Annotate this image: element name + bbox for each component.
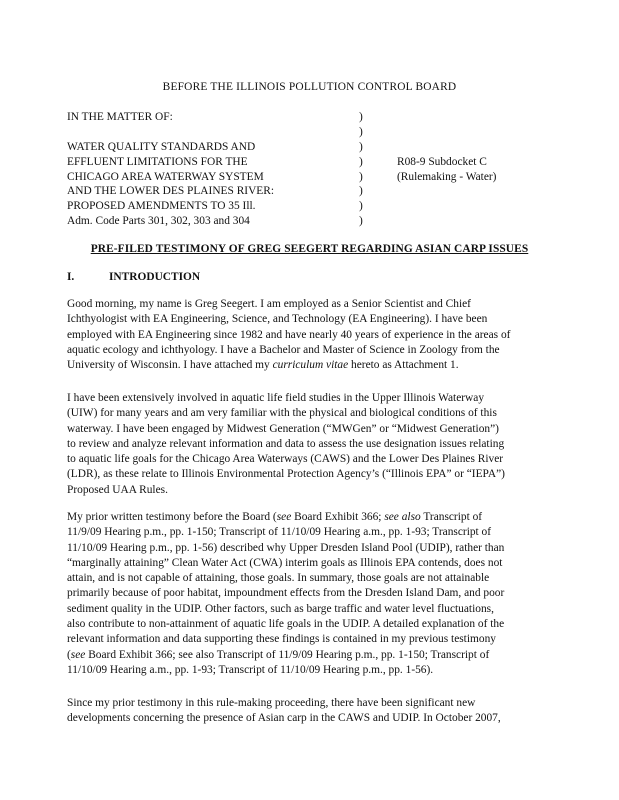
text-line: 11/10/09 Hearing a.m., pp. 1-93; Transcript of 11/10/09 Hearing p.m., pp. 1-56).	[67, 663, 434, 676]
text-line	[67, 648, 545, 663]
text-line: developments concerning the presence of Asian carp in the CAWS and UDIP. In October 2007,	[67, 712, 501, 725]
text-line: “marginally attaining” Clean Water Act (CWA) interim goals as Illinois EPA contends, does not	[67, 556, 503, 569]
caption-row	[67, 199, 547, 214]
text-fragment: My prior written testimony before the Board (	[67, 511, 277, 523]
text-line: primarily because of poor habitat, impoundment effects from the Dresden Island Dam, and poor	[67, 587, 505, 600]
text-line: Good morning, my name is Greg Seegert. I am employed as a Senior Scientist and Chief	[67, 298, 471, 310]
paragraph-new-developments	[67, 696, 545, 727]
text-line: Proposed UAA Rules.	[67, 483, 168, 496]
text-fragment: Transcript of	[420, 511, 483, 523]
caption-row	[67, 214, 547, 229]
text-line: I have been extensively involved in aquatic life field studies in the Upper Illinois Waterway	[67, 392, 485, 404]
caption-right-text: (Rulemaking - Water)	[397, 170, 497, 183]
caption-paren: )	[359, 140, 363, 153]
section-title: INTRODUCTION	[109, 271, 201, 283]
text-line: also contribute to non-attainment of aquatic life goals in the UDIP. A detailed explanation of the	[67, 618, 505, 631]
caption-paren: )	[359, 215, 363, 228]
text-line: (UIW) for many years and am very familiar with the physical and biological conditions of this	[67, 407, 497, 420]
caption-left-text: Adm. Code Parts 301, 302, 303 and 304	[67, 215, 250, 228]
caption-paren: )	[359, 125, 363, 138]
caption-paren: )	[359, 185, 363, 198]
text-line	[67, 510, 545, 525]
caption-row	[67, 125, 547, 140]
case-caption	[67, 110, 547, 229]
caption-left-text: IN THE MATTER OF:	[67, 111, 173, 123]
text-line: employed with EA Engineering since 1982 and have nearly 40 years of experience in the areas of	[67, 328, 511, 341]
text-line: to review and analyze relevant information and data to assess the use designation issues relating	[67, 437, 505, 450]
paragraph-prior-testimony	[67, 510, 545, 678]
section-heading	[67, 270, 200, 285]
text-fragment: (	[67, 648, 71, 661]
italic-text: see also	[384, 511, 421, 523]
text-line: aquatic ecology and ichthyology. I have a Bachelor and Master of Science in Zoology from the	[67, 343, 500, 356]
section-number: I.	[67, 271, 75, 283]
caption-left-text: PROPOSED AMENDMENTS TO 35 Ill.	[67, 200, 256, 213]
text-fragment: Board Exhibit 366; see also Transcript of 11/9/09 Hearing p.m., pp. 1-150; Transcript of	[85, 648, 490, 661]
caption-paren: )	[359, 200, 363, 213]
italic-text: see	[276, 511, 292, 523]
text-line: (LDR), as these relate to Illinois Environmental Protection Agency’s (“Illinois EPA” or “IEPA”)	[67, 468, 505, 481]
caption-row	[67, 155, 547, 170]
caption-left-text: CHICAGO AREA WATERWAY SYSTEM	[67, 170, 264, 183]
caption-paren: )	[359, 111, 363, 123]
text-line: to aquatic life goals for the Chicago Area Waterways (CAWS) and the Lower Des Plaines River	[67, 453, 504, 466]
caption-row	[67, 170, 547, 185]
text-fragment: hereto as Attachment 1.	[348, 359, 459, 372]
caption-row	[67, 184, 547, 199]
caption-row	[67, 110, 547, 125]
caption-left-text: WATER QUALITY STANDARDS AND	[67, 140, 256, 153]
text-fragment: Board Exhibit 366;	[291, 511, 385, 523]
testimony-title: PRE-FILED TESTIMONY OF GREG SEEGERT REGARDING ASIAN CARP ISSUES	[90, 243, 529, 255]
italic-text: curriculum vitae	[272, 359, 349, 372]
text-line: attain, and is not capable of attaining, those goals. In summary, those goals are not attainable	[67, 572, 490, 585]
text-line: relevant information and data supporting these findings is contained in my previous testimony	[67, 633, 496, 646]
text-line: Since my prior testimony in this rule-making proceeding, there have been significant new	[67, 697, 476, 709]
paragraph-experience	[67, 391, 545, 498]
text-line	[67, 358, 545, 373]
caption-row	[67, 140, 547, 155]
caption-left-text: EFFLUENT LIMITATIONS FOR THE	[67, 155, 248, 168]
board-title: BEFORE THE ILLINOIS POLLUTION CONTROL BOARD	[162, 81, 457, 93]
text-line: Ichthyologist with EA Engineering, Science, and Technology (EA Engineering). I have been	[67, 313, 488, 326]
text-fragment: University of Wisconsin. I have attached my	[67, 359, 273, 372]
caption-paren: )	[359, 170, 363, 183]
paragraph-introduction	[67, 297, 545, 373]
italic-text: see	[70, 648, 86, 661]
text-line: 11/10/09 Hearing p.m., pp. 1-56) described why Upper Dresden Island Pool (UDIP), rather than	[67, 541, 505, 554]
caption-paren: )	[359, 155, 363, 168]
text-line: waterway. I have been engaged by Midwest Generation (“MWGen” or “Midwest Generation”)	[67, 422, 499, 435]
text-line: sediment quality in the UDIP. Other factors, such as barge traffic and water level fluctuations,	[67, 602, 494, 615]
text-line: 11/9/09 Hearing p.m., pp. 1-150; Transcript of 11/10/09 Hearing a.m., pp. 1-93; Transcript of	[67, 526, 492, 539]
caption-right-text: R08-9 Subdocket C	[397, 155, 487, 168]
caption-left-text: AND THE LOWER DES PLAINES RIVER:	[67, 185, 275, 198]
